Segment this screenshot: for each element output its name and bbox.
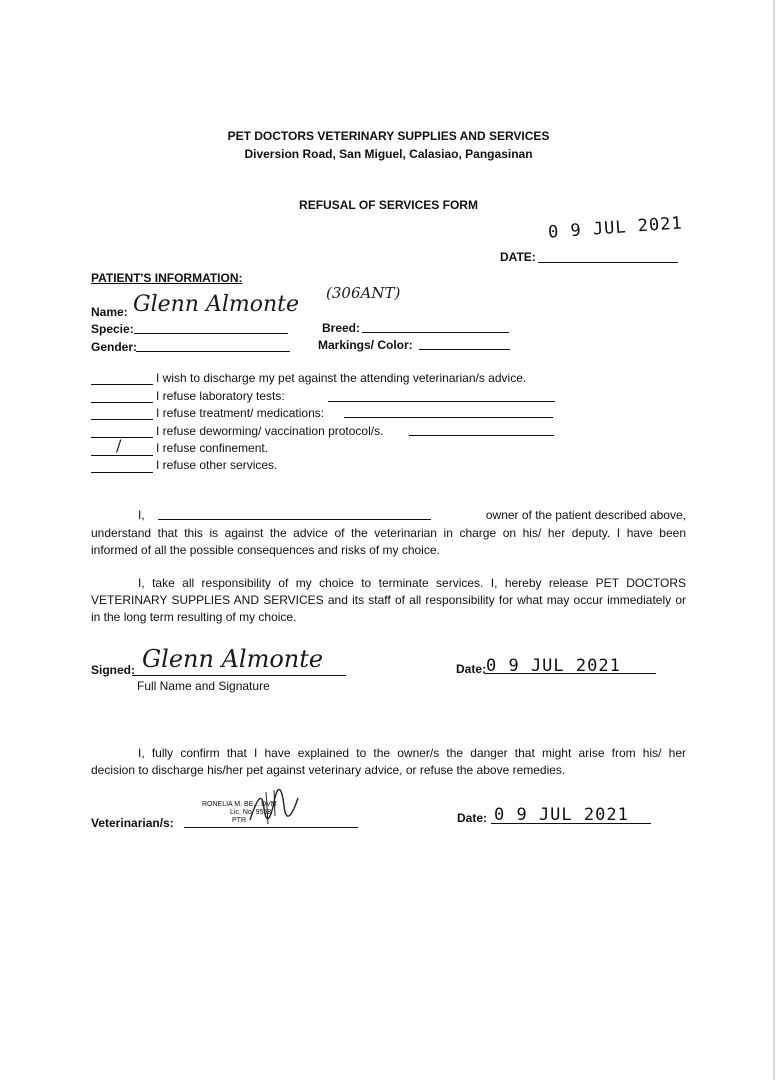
owner-name-field[interactable]: [158, 519, 431, 520]
markings-field[interactable]: [419, 349, 510, 350]
option-detail-line-4[interactable]: [409, 435, 554, 436]
signature-caption: Full Name and Signature: [137, 679, 270, 693]
para1-line3: informed of all the possible consequences and risks of my choice.: [91, 543, 440, 557]
date-label-top: DATE:: [500, 250, 536, 264]
para2-line3: in the long term resulting of my choice.: [91, 610, 297, 624]
option-text-1: I wish to discharge my pet against the attending veterinarian/s advice.: [156, 371, 527, 385]
option-text-2: I refuse laboratory tests:: [156, 389, 285, 403]
date-line-top[interactable]: [538, 262, 678, 263]
option-detail-line-2[interactable]: [328, 401, 555, 402]
option-text-6: I refuse other services.: [156, 458, 278, 472]
option-check-mark-5: /: [116, 436, 122, 455]
option-text-5: I refuse confinement.: [156, 441, 269, 455]
option-blank-1[interactable]: [91, 384, 153, 385]
date-stamp-top: 0 9 JUL 2021: [547, 213, 684, 243]
option-text-4: I refuse deworming/ vaccination protocol/s.: [156, 424, 384, 438]
specie-field[interactable]: [134, 333, 288, 334]
patient-name-handwritten: Glenn Almonte: [133, 292, 300, 317]
gender-field[interactable]: [136, 351, 290, 352]
company-address: Diversion Road, San Miguel, Calasiao, Pangasinan: [244, 147, 533, 161]
patient-section-title: PATIENT'S INFORMATION:: [91, 271, 243, 285]
signed-date-line[interactable]: [484, 673, 656, 674]
para1-i: I,: [138, 508, 145, 522]
vet-stamp-license: Lic. No. 9558: [230, 809, 272, 816]
option-blank-2[interactable]: [91, 402, 153, 403]
para3-body: [91, 745, 686, 779]
option-blank-6[interactable]: [91, 472, 153, 473]
breed-label: Breed:: [322, 321, 361, 335]
para2-line1: I, take all responsibility of my choice to terminate services. I, hereby release PET DOCTORS: [138, 576, 686, 590]
para3-line1: I, fully confirm that I have explained to the owner/s the danger that might arise from his/ her: [138, 746, 686, 760]
para1-line2: understand that this is against the advice of the veterinarian in charge on his/ her deputy. I have been: [91, 526, 686, 540]
vet-stamp-name: RONELIA M. BE... DVM: [202, 801, 277, 808]
para3-line2: decision to discharge his/her pet against veterinary advice, or refuse the above remedies.: [91, 763, 566, 777]
option-blank-3[interactable]: [91, 419, 153, 420]
signature-line[interactable]: [132, 675, 346, 676]
markings-label: Markings/ Color:: [318, 338, 413, 352]
patient-name-note: (306ANT): [326, 284, 401, 302]
vet-date-line[interactable]: [491, 823, 651, 824]
owner-signature: Glenn Almonte: [142, 645, 324, 673]
vet-date-label: Date:: [457, 811, 488, 825]
name-label: Name:: [91, 305, 128, 319]
scan-edge: [773, 0, 775, 1080]
vet-stamp-ptr: PTR: [232, 817, 246, 824]
para2-body: [91, 575, 686, 626]
para1-body: [91, 525, 686, 559]
signed-label: Signed:: [91, 663, 135, 677]
option-detail-line-3[interactable]: [344, 417, 553, 418]
option-blank-5[interactable]: [91, 455, 153, 456]
option-blank-4[interactable]: [91, 437, 153, 438]
option-text-3: I refuse treatment/ medications:: [156, 406, 325, 420]
breed-field[interactable]: [362, 332, 509, 333]
gender-label: Gender:: [91, 340, 138, 354]
para1-rest: owner of the patient described above,: [485, 508, 686, 522]
veterinarian-label: Veterinarian/s:: [91, 816, 174, 830]
signed-date-label: Date:: [456, 662, 487, 676]
company-name: PET DOCTORS VETERINARY SUPPLIES AND SERVICES: [227, 129, 550, 143]
signed-date-stamp: 0 9 JUL 2021: [486, 656, 621, 676]
vet-date-stamp: 0 9 JUL 2021: [494, 805, 629, 825]
form-title: REFUSAL OF SERVICES FORM: [299, 198, 478, 212]
para2-line2: VETERINARY SUPPLIES AND SERVICES and its staff of all responsibility for what may occur immediately or: [91, 593, 686, 607]
specie-label: Specie:: [91, 322, 134, 336]
vet-signature-scribble: [244, 786, 304, 828]
